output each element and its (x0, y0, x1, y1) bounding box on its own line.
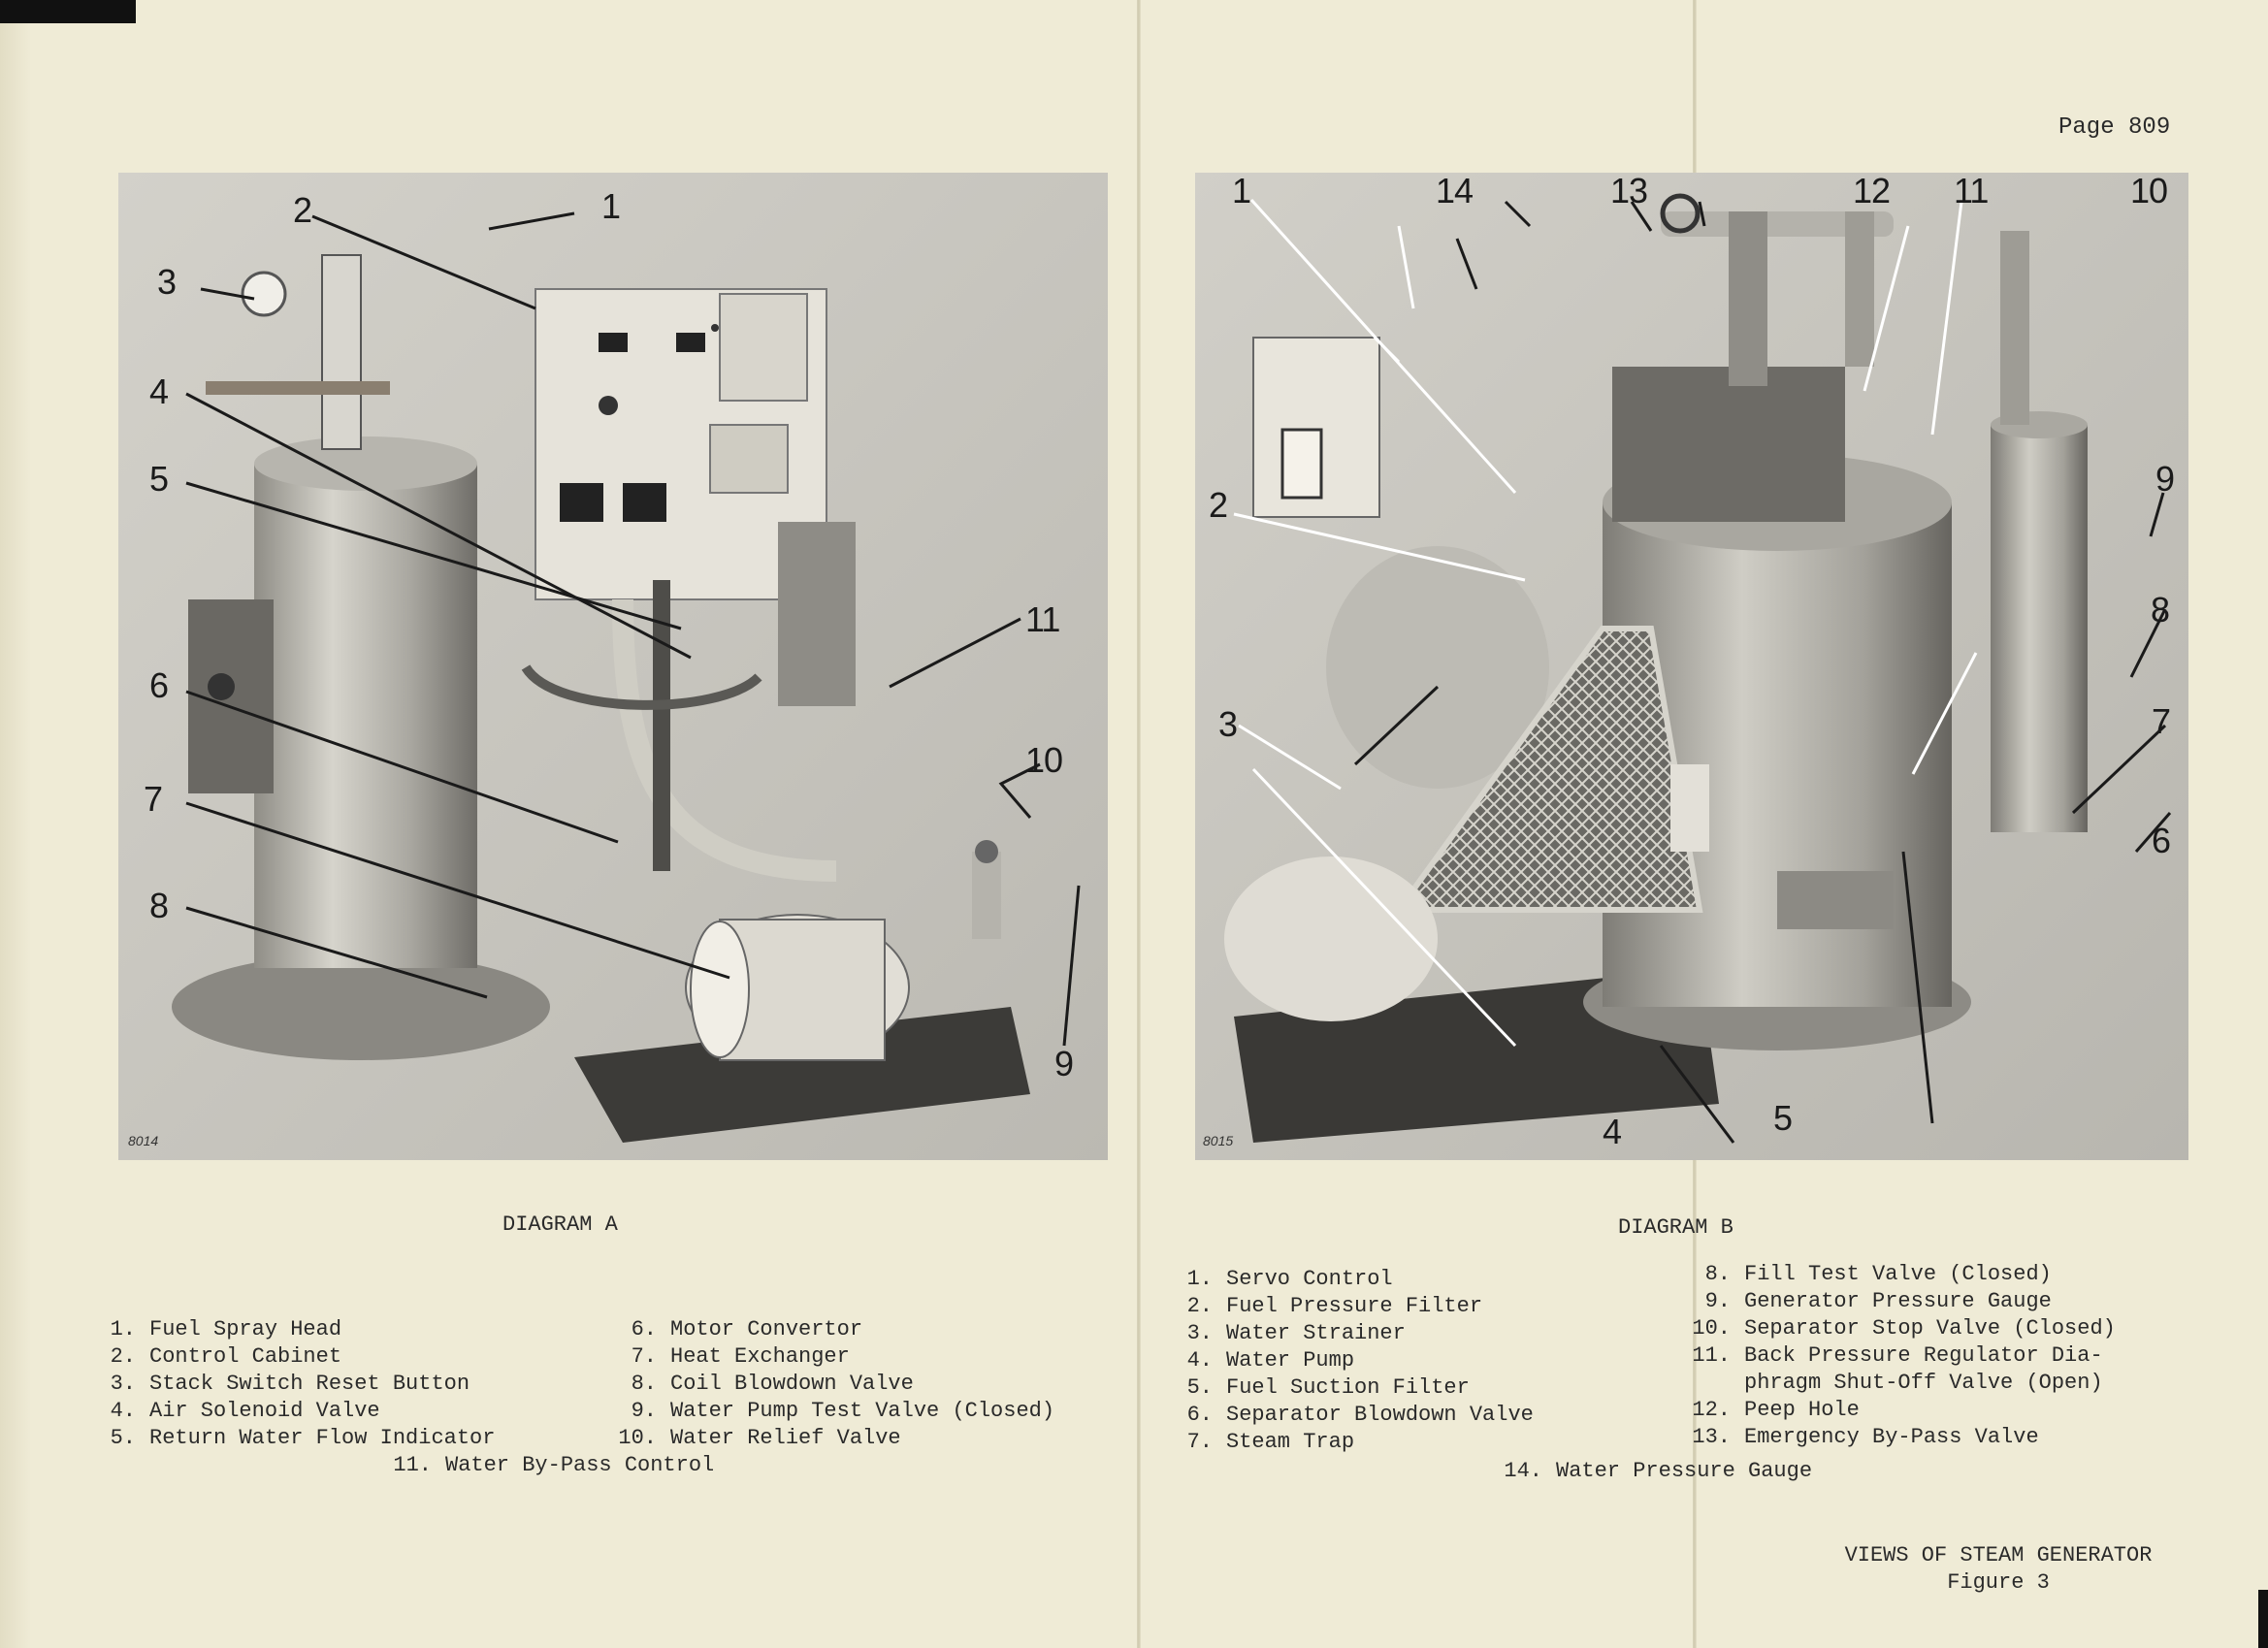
figure-caption-title: VIEWS OF STEAM GENERATOR (1844, 1543, 2153, 1567)
diagram-a-callout-2: 2 (293, 190, 312, 230)
diagram-a-callout-6: 6 (149, 665, 169, 705)
diagram-a-callout-7: 7 (144, 779, 163, 819)
legend-item: 2. Control Cabinet (110, 1344, 342, 1369)
legend-item: 5. Return Water Flow Indicator (110, 1426, 496, 1450)
scan-corner-mark-bottom (2258, 1590, 2268, 1648)
page-number: Page 809 (2058, 114, 2171, 141)
scan-corner-mark (0, 0, 136, 23)
legend-item: 7. Steam Trap (1186, 1430, 1355, 1454)
diagram-b-title: DIAGRAM B (1618, 1215, 1733, 1240)
legend-item: 11. Back Pressure Regulator Dia- (1692, 1343, 2103, 1368)
legend-item: 11. Water By-Pass Control (393, 1453, 715, 1477)
diagram-a-illustration (118, 173, 1108, 1160)
diagram-b-callout-7: 7 (2152, 701, 2171, 741)
diagram-a-callout-3: 3 (157, 262, 177, 302)
diagram-a-photo-code: 8014 (128, 1133, 159, 1148)
diagram-b-photo-code: 8015 (1203, 1133, 1234, 1148)
page-edge-shadow (0, 0, 31, 1648)
diagram-a-callout-5: 5 (149, 459, 169, 499)
diagram-a-callout-1: 1 (601, 186, 621, 226)
legend-item: 5. Fuel Suction Filter (1186, 1375, 1470, 1400)
diagram-b-callout-14: 14 (1436, 173, 1474, 210)
figure-caption (1824, 1542, 2173, 1597)
diagram-b-photo (1195, 173, 2188, 1160)
legend-item: phragm Shut-Off Valve (Open) (1744, 1371, 2103, 1395)
diagram-b-callout-3: 3 (1218, 704, 1238, 744)
diagram-b-callout-10: 10 (2130, 173, 2168, 210)
diagram-b-callout-9: 9 (2155, 459, 2175, 499)
page-fold (1137, 0, 1141, 1648)
legend-item: 1. Servo Control (1186, 1267, 1393, 1291)
legend-item: 12. Peep Hole (1692, 1398, 1860, 1422)
legend-item: 6. Motor Convertor (631, 1317, 863, 1341)
legend-item: 2. Fuel Pressure Filter (1186, 1294, 1483, 1318)
diagram-a-callout-4: 4 (149, 372, 169, 411)
diagram-b-callout-4: 4 (1603, 1112, 1622, 1151)
legend-item: 3. Water Strainer (1186, 1321, 1406, 1345)
legend-item: 8. Fill Test Valve (Closed) (1704, 1262, 2052, 1286)
legend-item: 7. Heat Exchanger (631, 1344, 850, 1369)
legend-item: 6. Separator Blowdown Valve (1186, 1403, 1534, 1427)
legend-item: 9. Water Pump Test Valve (Closed) (631, 1399, 1055, 1423)
diagram-a-legend-right (608, 1316, 1054, 1452)
diagram-b-legend-right (1682, 1261, 2116, 1451)
figure-caption-number: Figure 3 (1947, 1570, 2050, 1595)
legend-item: 3. Stack Switch Reset Button (110, 1372, 470, 1396)
legend-item: 8. Coil Blowdown Valve (631, 1372, 914, 1396)
diagram-b-legend-last (1494, 1458, 1812, 1485)
diagram-a-callout-10: 10 (1025, 740, 1063, 780)
diagram-a-callout-9: 9 (1054, 1044, 1074, 1083)
legend-item: 14. Water Pressure Gauge (1504, 1459, 1813, 1483)
diagram-b-illustration (1195, 173, 2188, 1160)
diagram-b-callout-5: 5 (1773, 1098, 1793, 1138)
legend-item: 13. Emergency By-Pass Valve (1692, 1425, 2039, 1449)
legend-item: 9. Generator Pressure Gauge (1704, 1289, 2052, 1313)
diagram-b-callout-13: 13 (1610, 173, 1648, 210)
legend-item: 1. Fuel Spray Head (110, 1317, 342, 1341)
diagram-a-legend-last (383, 1452, 714, 1479)
diagram-a-callout-11: 11 (1025, 599, 1060, 639)
diagram-a-callout-8: 8 (149, 886, 169, 925)
legend-item: 10. Separator Stop Valve (Closed) (1692, 1316, 2116, 1341)
diagram-b-callout-12: 12 (1853, 173, 1891, 210)
diagram-b-legend-left (1164, 1266, 1534, 1456)
diagram-a-legend-left (87, 1316, 495, 1452)
legend-item: 4. Air Solenoid Valve (110, 1399, 380, 1423)
diagram-b-callout-8: 8 (2151, 590, 2170, 630)
diagram-b-callout-11: 11 (1954, 173, 1989, 210)
legend-item: 4. Water Pump (1186, 1348, 1355, 1373)
diagram-a-photo (118, 173, 1108, 1160)
legend-item: 10. Water Relief Valve (618, 1426, 901, 1450)
diagram-b-callout-1: 1 (1232, 173, 1251, 210)
diagram-b-callout-2: 2 (1209, 485, 1228, 525)
diagram-b-callout-6: 6 (2152, 821, 2171, 860)
diagram-a-title: DIAGRAM A (502, 1212, 618, 1237)
